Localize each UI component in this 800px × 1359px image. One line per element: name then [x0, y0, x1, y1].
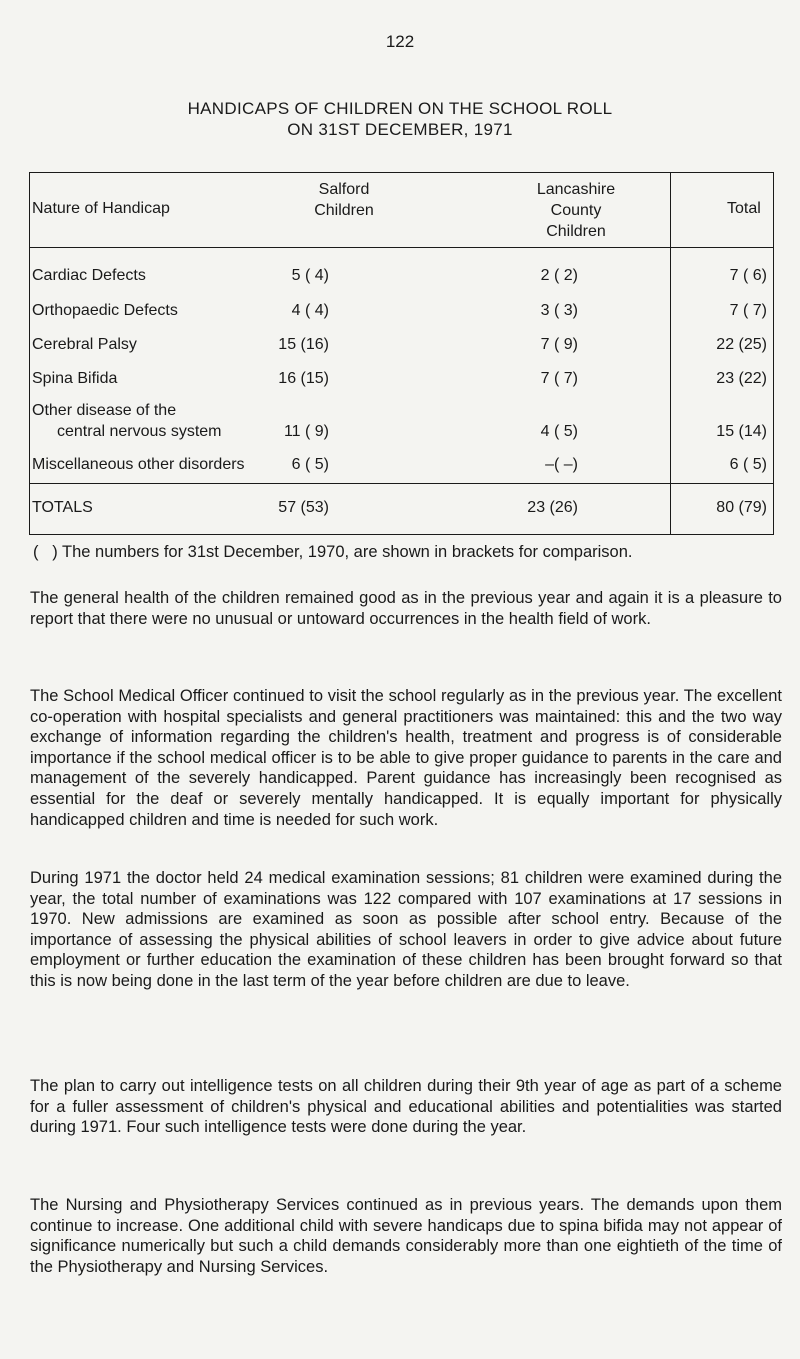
totals-salford: 57 (53): [278, 499, 329, 516]
row-lancashire: 7 ( 7): [540, 370, 578, 387]
totals-lancashire: 23 (26): [527, 499, 578, 516]
row-lancashire: 4 ( 5): [540, 423, 578, 440]
paragraph-intelligence-tests: The plan to carry out intelligence tests on all children during their 9th year of age as part of a scheme for a fuller assessment of children's physical and educational abilities and potentialities was started during 1971. Four such intelligence tests were done during the year.: [30, 1077, 782, 1137]
row-salford: 5 ( 4): [291, 267, 329, 284]
header-nature-of-handicap: Nature of Handicap: [32, 200, 170, 217]
totals-divider: [29, 483, 774, 484]
row-salford: 15 (16): [278, 336, 329, 353]
row-total: 6 ( 5): [729, 456, 767, 473]
row-label: Cardiac Defects: [32, 267, 146, 284]
row-lancashire: 7 ( 9): [540, 336, 578, 353]
table-title: [0, 98, 800, 140]
header-salford: Salford Children: [314, 181, 374, 219]
row-label: Orthopaedic Defects: [32, 302, 178, 319]
table-border-bottom: [29, 534, 774, 535]
paragraph-examinations: During 1971 the doctor held 24 medical examination sessions; 81 children were examined during the year, the total number of examinations was 122 compared with 107 examinations at 17 sessions in 1970. New admissions are examined as soon as possible after school entry. Because of the importance of assessing the physical abilities of school leavers in order to give advice about future employment or further education the examination of these children has been brought forward so that this is now being done in the last term of the year before children are due to leave.: [30, 869, 782, 990]
row-lancashire: 3 ( 3): [540, 302, 578, 319]
table-border-left: [29, 172, 30, 535]
row-lancashire: 2 ( 2): [540, 267, 578, 284]
row-salford: 16 (15): [278, 370, 329, 387]
paragraph-school-medical-officer: The School Medical Officer continued to visit the school regularly as in the previous year. The excellent co-operation with hospital specialists and general practitioners was maintained: this and the two way exchange of information regarding the children's health, treatment and progress is of considerable importance if the school medical officer is to be able to give proper guidance to parents in the care and management of the severely handicapped. Parent guidance has increasingly been recognised as essential for the deaf or severely mentally handicapped. It is equally important for physically handicapped children and time is needed for such work.: [30, 687, 782, 829]
row-total: 7 ( 7): [729, 302, 767, 319]
row-salford: 4 ( 4): [291, 302, 329, 319]
row-label-continued: central nervous system: [57, 423, 222, 440]
totals-label: TOTALS: [32, 499, 93, 516]
row-label: Other disease of the: [32, 402, 177, 419]
header-total: Total: [727, 200, 761, 217]
row-total: 7 ( 6): [729, 267, 767, 284]
table-border-right: [773, 172, 774, 535]
row-lancashire: –( –): [545, 456, 578, 473]
header-divider: [29, 247, 774, 248]
table-footnote: ( ) The numbers for 31st December, 1970, are shown in brackets for comparison.: [33, 543, 633, 561]
table-border-top: [29, 172, 774, 173]
page-number: 122: [385, 32, 415, 51]
paragraph-general-health: The general health of the children remained good as in the previous year and again it is a pleasure to report that there were no unusual or untoward occurrences in the health field of work.: [30, 589, 782, 628]
row-total: 23 (22): [716, 370, 767, 387]
row-total: 15 (14): [716, 423, 767, 440]
title-line-2: ON 31ST DECEMBER, 1971: [287, 120, 513, 139]
title-line-1: HANDICAPS OF CHILDREN ON THE SCHOOL ROLL: [187, 99, 613, 118]
row-salford: 6 ( 5): [291, 456, 329, 473]
row-salford: 11 ( 9): [283, 423, 329, 440]
handicaps-table: [29, 172, 774, 535]
row-label: Miscellaneous other disorders: [32, 456, 245, 473]
header-lancashire: Lancashire County Children: [536, 181, 616, 240]
paragraph-nursing-physiotherapy: The Nursing and Physiotherapy Services continued as in previous years. The demands upon them continue to increase. One additional child with severe handicaps due to spina bifida may not appear of significance numerically but such a child demands considerably more than one eightieth of the time of the Physiotherapy and Nursing Services.: [30, 1196, 782, 1276]
row-label: Cerebral Palsy: [32, 336, 137, 353]
totals-total: 80 (79): [716, 499, 767, 516]
row-label: Spina Bifida: [32, 370, 118, 387]
row-total: 22 (25): [716, 336, 767, 353]
